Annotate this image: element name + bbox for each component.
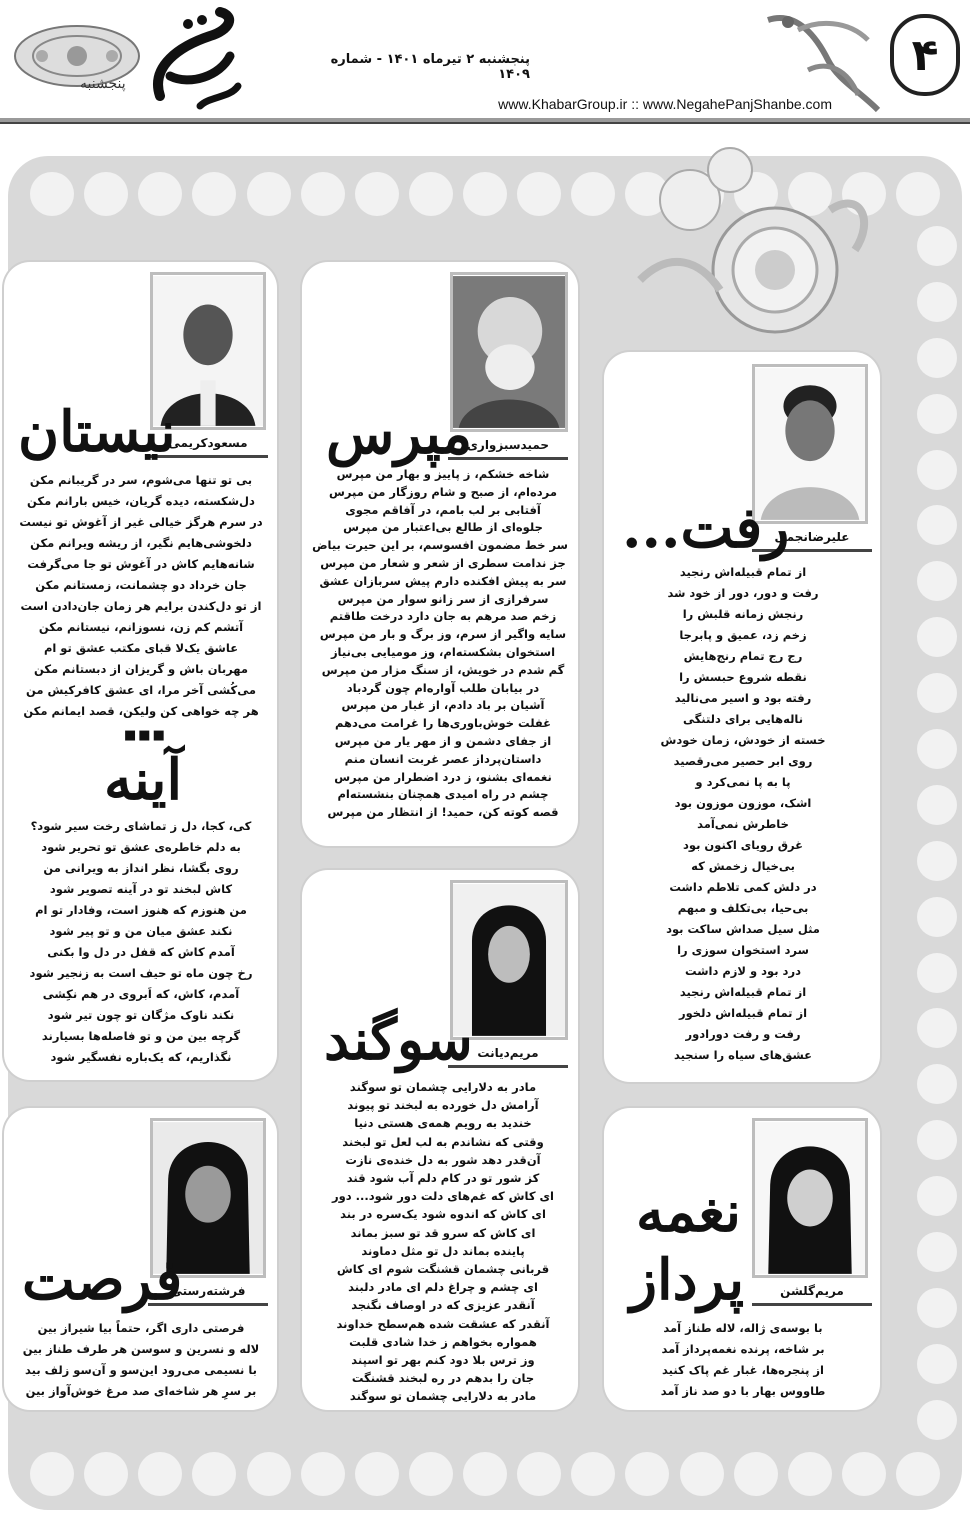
poem-line: از پنجره‌ها، غبار غم پاک کنید	[662, 1363, 824, 1377]
poem-line: رفت و دور، دور از خود شد	[667, 586, 819, 600]
poem-line: ای چشم و چراغ دلم ای مادر دلبند	[348, 1280, 538, 1295]
poem-title-neyestan: نیستان	[18, 399, 176, 465]
poem-line: سرفرازی از سر زانو سوار من مپرس	[337, 591, 549, 606]
poem-line: کاش لبخند تو در آینه تصویر شود	[49, 882, 233, 896]
poem-line: مهربان باش و گریزان از دبستانم مکن	[33, 662, 249, 676]
poem-line: سر به پیش افکنده دارم پیش سربازان عشق	[319, 573, 567, 588]
poem-body-raft	[618, 562, 868, 1066]
author-name-sogand: مریم‌دیانت	[448, 1042, 568, 1068]
poem-line: بی‌حیا، بی‌تکلف و مبهم	[677, 901, 809, 915]
poem-line: ناله‌هایی برای دلتنگی	[682, 712, 804, 726]
author-name-neyestan: مسعودکریمی	[148, 432, 268, 458]
poem-line: آنقدر عزیزی که در اوصاف نگنجد	[351, 1298, 535, 1313]
poem-line: بی تو تنها می‌شوم، سر در گریبانم مکن	[29, 473, 253, 487]
poem-line: شانه‌هایم کاش در آغوش تو جا می‌گرفت	[27, 557, 255, 571]
poem-line: آفتابی بر لب بامم، در آفاقم مجوی	[345, 502, 541, 517]
poem-line: همواره بخواهم ز خدا شادی قلبت	[349, 1334, 537, 1349]
poem-line: داستان‌پرداز عصر غربت انسان منم	[344, 751, 542, 766]
poem-line: نگذاریم، که یک‌باره نفسگیر شود	[50, 1050, 232, 1064]
page-header	[0, 0, 970, 132]
poem-line: نغمه‌ای بشنو، ز درد اضطرار من مپرس	[334, 769, 552, 784]
poem-body-neyestan	[16, 470, 266, 722]
portrait-woman-icon	[755, 1121, 865, 1275]
negah-logo	[140, 6, 250, 118]
poem-line: رنجش زمانه قلبش را	[682, 607, 804, 621]
poem-line: عاشق یک‌لا قبای مکتب عشق تو ام	[43, 641, 239, 655]
poem-title-ayeneh: آینه	[104, 747, 183, 813]
poem-line: دل‌شکسته، دیده گریان، خیس بارانم مکن	[27, 494, 255, 508]
poem-line: آتشم کم زن، نسوزانم، نیستانم مکن	[38, 620, 244, 634]
poem-line: آشیان بر باد دادم، از غبار من مپرس	[341, 698, 545, 713]
poem-line: آمدم کاش که قفل در دل وا بکنی	[47, 945, 235, 959]
poem-line: نکند ناوک مژگان تو چون تیر شود	[47, 1008, 235, 1022]
poem-line: مادر به دلارایی چشمان تو سوگند	[349, 1080, 537, 1094]
poem-line: سر خط مضمون افسوسم، بر این حیرت بیاض	[312, 538, 568, 553]
poem-line: در بیابان طلب آواره‌ام چون گردباد	[346, 680, 540, 695]
author-name-mapors: حمیدسبزواری	[448, 434, 568, 460]
poem-line: جز ندامت سطری از شعر و شعار من مپرس	[320, 555, 566, 570]
poem-line: کز شور تو در کام دلم آب شود قند	[346, 1171, 540, 1186]
poem-line: جان خرداد دو چشمانت، زمستانم مکن	[35, 578, 247, 592]
poem-line: رفته بود و اسیر می‌نالید	[674, 691, 812, 705]
author-name-naghmeh: مریم‌گلشن	[752, 1280, 872, 1306]
poem-body-naghmeh	[618, 1318, 868, 1402]
poem-line: وز ترس بلا دود کنم بهر تو اسپند	[351, 1353, 535, 1368]
poem-line: غفلت خوش‌باوری‌ها را غرامت می‌دهم	[334, 716, 552, 731]
logo-calligraphy-icon	[140, 6, 250, 118]
poem-line: بر سرِ هر شاخه‌ای صد مرغ خوش‌آواز بین	[25, 1384, 257, 1398]
poem-line: گرچه بین من و تو فاصله‌ها بسیارند	[41, 1029, 241, 1043]
poem-line: دلخوشی‌هایم نگیر، از ریشه ویرانم مکن	[30, 536, 252, 550]
poem-line: مثل سیل صداش ساکت بود	[666, 922, 820, 936]
poem-line: گم شدم در خویش، از سنگ مزار من مپرس	[321, 662, 565, 677]
poem-line: جلوه‌ای از طالع بی‌اعتبار من مپرس	[343, 520, 543, 535]
poem-separator: ■■■	[124, 728, 167, 743]
poem-line: خندید به رویم همه‌ی هستی دنیا	[354, 1116, 532, 1131]
poem-line: قصه کوته کن، حمید! از انتظار من مپرس	[327, 805, 559, 820]
poem-line: می‌کُشی آخر مرا، ای عشق کافرکیش من	[26, 683, 256, 697]
poem-title-naghmeh-line1: نغمه	[636, 1179, 741, 1245]
poem-line: از جفای دشمن و از مهر یار من مپرس	[334, 733, 552, 748]
frame-dots-bottom	[30, 1444, 940, 1504]
poem-body-sogand	[318, 1078, 568, 1406]
poem-line: خسته از خودش، زمان خودش	[660, 733, 826, 747]
poem-line: عشق‌های سیاه را سنجید	[673, 1048, 813, 1062]
poem-body-mapors	[312, 466, 568, 822]
poem-line: با نسیمی می‌رود این‌سو و آن‌سو زلف بید	[25, 1363, 257, 1377]
poem-line: فرصتی داری اگر، حتماً بیا شیراز بین	[37, 1321, 245, 1335]
poem-line: نکند عشق میان من و تو پیر شود	[49, 924, 233, 938]
poem-line: زخم زد، عمیق و پابرجا	[679, 628, 807, 642]
issue-dateline: پنجشنبه ۲ تیرماه ۱۴۰۱ - شماره ۱۴۰۹	[330, 52, 530, 82]
poem-body-ayeneh	[16, 816, 266, 1068]
poem-line: پا به پا نمی‌کرد و	[695, 775, 791, 789]
poem-line: مرده‌ام، از صبح و شام روزگار من مپرس	[329, 484, 557, 499]
poem-line: چشم در راه امیدی همچنان بنشسته‌ام	[337, 787, 549, 802]
website-urls[interactable]: www.KhabarGroup.ir :: www.NegahePanjShanbe.com	[498, 96, 832, 112]
poem-line: سرد استخوان سوزی را	[677, 943, 809, 957]
poem-line: آن‌قدر دهد شور به دل خنده‌ی نازت	[345, 1152, 541, 1167]
poem-line: ای کاش که غم‌های دلت دور شود... دور	[331, 1189, 554, 1204]
poem-title-sogand: سوگند	[324, 1007, 473, 1073]
poem-line: رخ چون ماه تو حیف است به زنجیر شود	[29, 966, 253, 980]
header-rule	[0, 118, 970, 124]
poem-title-raft: رفت...	[622, 495, 790, 561]
poem-line: با بوسه‌ی ژاله، لاله طناز آمد	[663, 1321, 823, 1335]
poem-line: غرق رویای اکنون بود	[682, 838, 804, 852]
poem-line: در دلش کمی تلاطم داشت	[669, 880, 817, 894]
poem-line: روی بگشا، نظر انداز به ویرانی من	[43, 861, 239, 875]
poem-line: به دلم خاطره‌ی عشق تو تحریر شود	[41, 840, 241, 854]
poem-line: از تمام قبیله‌اش رنجید	[679, 985, 807, 999]
poem-line: آمدم، کاش، که اَبروی در هم نکِشی	[42, 987, 240, 1001]
poem-line: شاخه خشکم، ز پاییز و بهار من مپرس	[336, 467, 550, 481]
poem-line: وقتی که نشاندم به لب لعل تو لبخند	[342, 1134, 544, 1149]
poem-line: بر شاخه، پرنده نغمه‌پرداز آمد	[661, 1342, 825, 1356]
poem-line: استخوان بشکسته‌ام، وز مومیایی بی‌نیاز	[330, 644, 556, 659]
poem-line: رفت و رفت دورادور	[685, 1027, 801, 1041]
poem-line: خاطرش نمی‌آمد	[697, 817, 789, 831]
poem-line: زخم صد مرهم به جان دارد درخت طاقتم	[329, 609, 557, 624]
poem-line: روی ابر حصیر می‌رقصید	[673, 754, 813, 768]
poem-line: در سرم هرگز خیالی غیر از آغوش تو نیست	[19, 515, 263, 529]
poem-line: درد بود و لازم داشت	[685, 964, 801, 978]
poem-line: مادر به دلارایی چشمان تو سوگند	[349, 1389, 537, 1404]
poem-line: لاله و نسرین و سوسن هر طرف طناز بین	[22, 1342, 260, 1356]
poem-line: پاینده بماند دل تو مثل دماوند	[361, 1243, 525, 1258]
poem-line: اشک، موزون موزون بود	[674, 796, 812, 810]
poem-line: آرامش دل خورده به لبخند تو پیوند	[347, 1098, 539, 1113]
poem-line: کی، کجا، دل ز تماشای رخت سیر شود؟	[30, 819, 252, 833]
poem-line: آنقدر که عشقت شده هم‌سطح خداوند	[336, 1316, 550, 1331]
author-photo-maryam-golshan	[752, 1118, 868, 1278]
poem-title-mapors: مپرس	[326, 401, 473, 467]
poem-line: ای کاش که اندوه شود یک‌سره در بند	[340, 1207, 546, 1222]
poem-title-naghmeh-line2: پرداز	[630, 1247, 745, 1313]
poem-line: رج رج تمام رنج‌هایش	[683, 649, 803, 663]
flower-bouquet-icon	[600, 130, 890, 345]
logo-subtitle: پنجشنبه	[80, 76, 126, 92]
author-name-raft: علیرضانجمی	[752, 526, 872, 552]
poem-line: نقطه شروع حبسش را	[679, 670, 807, 684]
poem-line: از تمام قبیله‌اش دلخور	[678, 1006, 808, 1020]
poem-line: از تو دل‌کندن برایم هر زمان جان‌دادن است	[20, 599, 262, 613]
phoenix-ornament-icon	[758, 0, 888, 120]
poem-line: سایه واگیر از سرم، وز برگ و بار من مپرس	[319, 627, 567, 642]
poem-line: جان را بدهم در ره لبخند قشنگت	[351, 1371, 535, 1386]
frame-dots-right	[912, 226, 962, 1440]
poem-line: ای کاش که سرو قد تو سبز بماند	[350, 1225, 536, 1240]
author-name-forsat: فرشته‌رستی	[148, 1280, 268, 1306]
poem-line: طاووس بهار با دو صد ناز آمد	[660, 1384, 826, 1398]
poem-line: از تمام قبیله‌اش رنجید	[679, 565, 807, 579]
poem-line: من هنوزم که هنوز است، وفادار تو ام	[35, 903, 247, 917]
poem-line: بی‌خیال زخمش که	[691, 859, 795, 873]
poem-line: قربانی چشمان قشنگت شوم ای کاش	[336, 1262, 550, 1277]
page-number: ۴	[890, 14, 960, 96]
poem-title-forsat: فرصت	[22, 1247, 183, 1313]
poem-line: هر چه خواهی کن ولیکن، قصد ایمانم مکن	[23, 704, 259, 718]
poem-body-forsat	[16, 1318, 266, 1402]
